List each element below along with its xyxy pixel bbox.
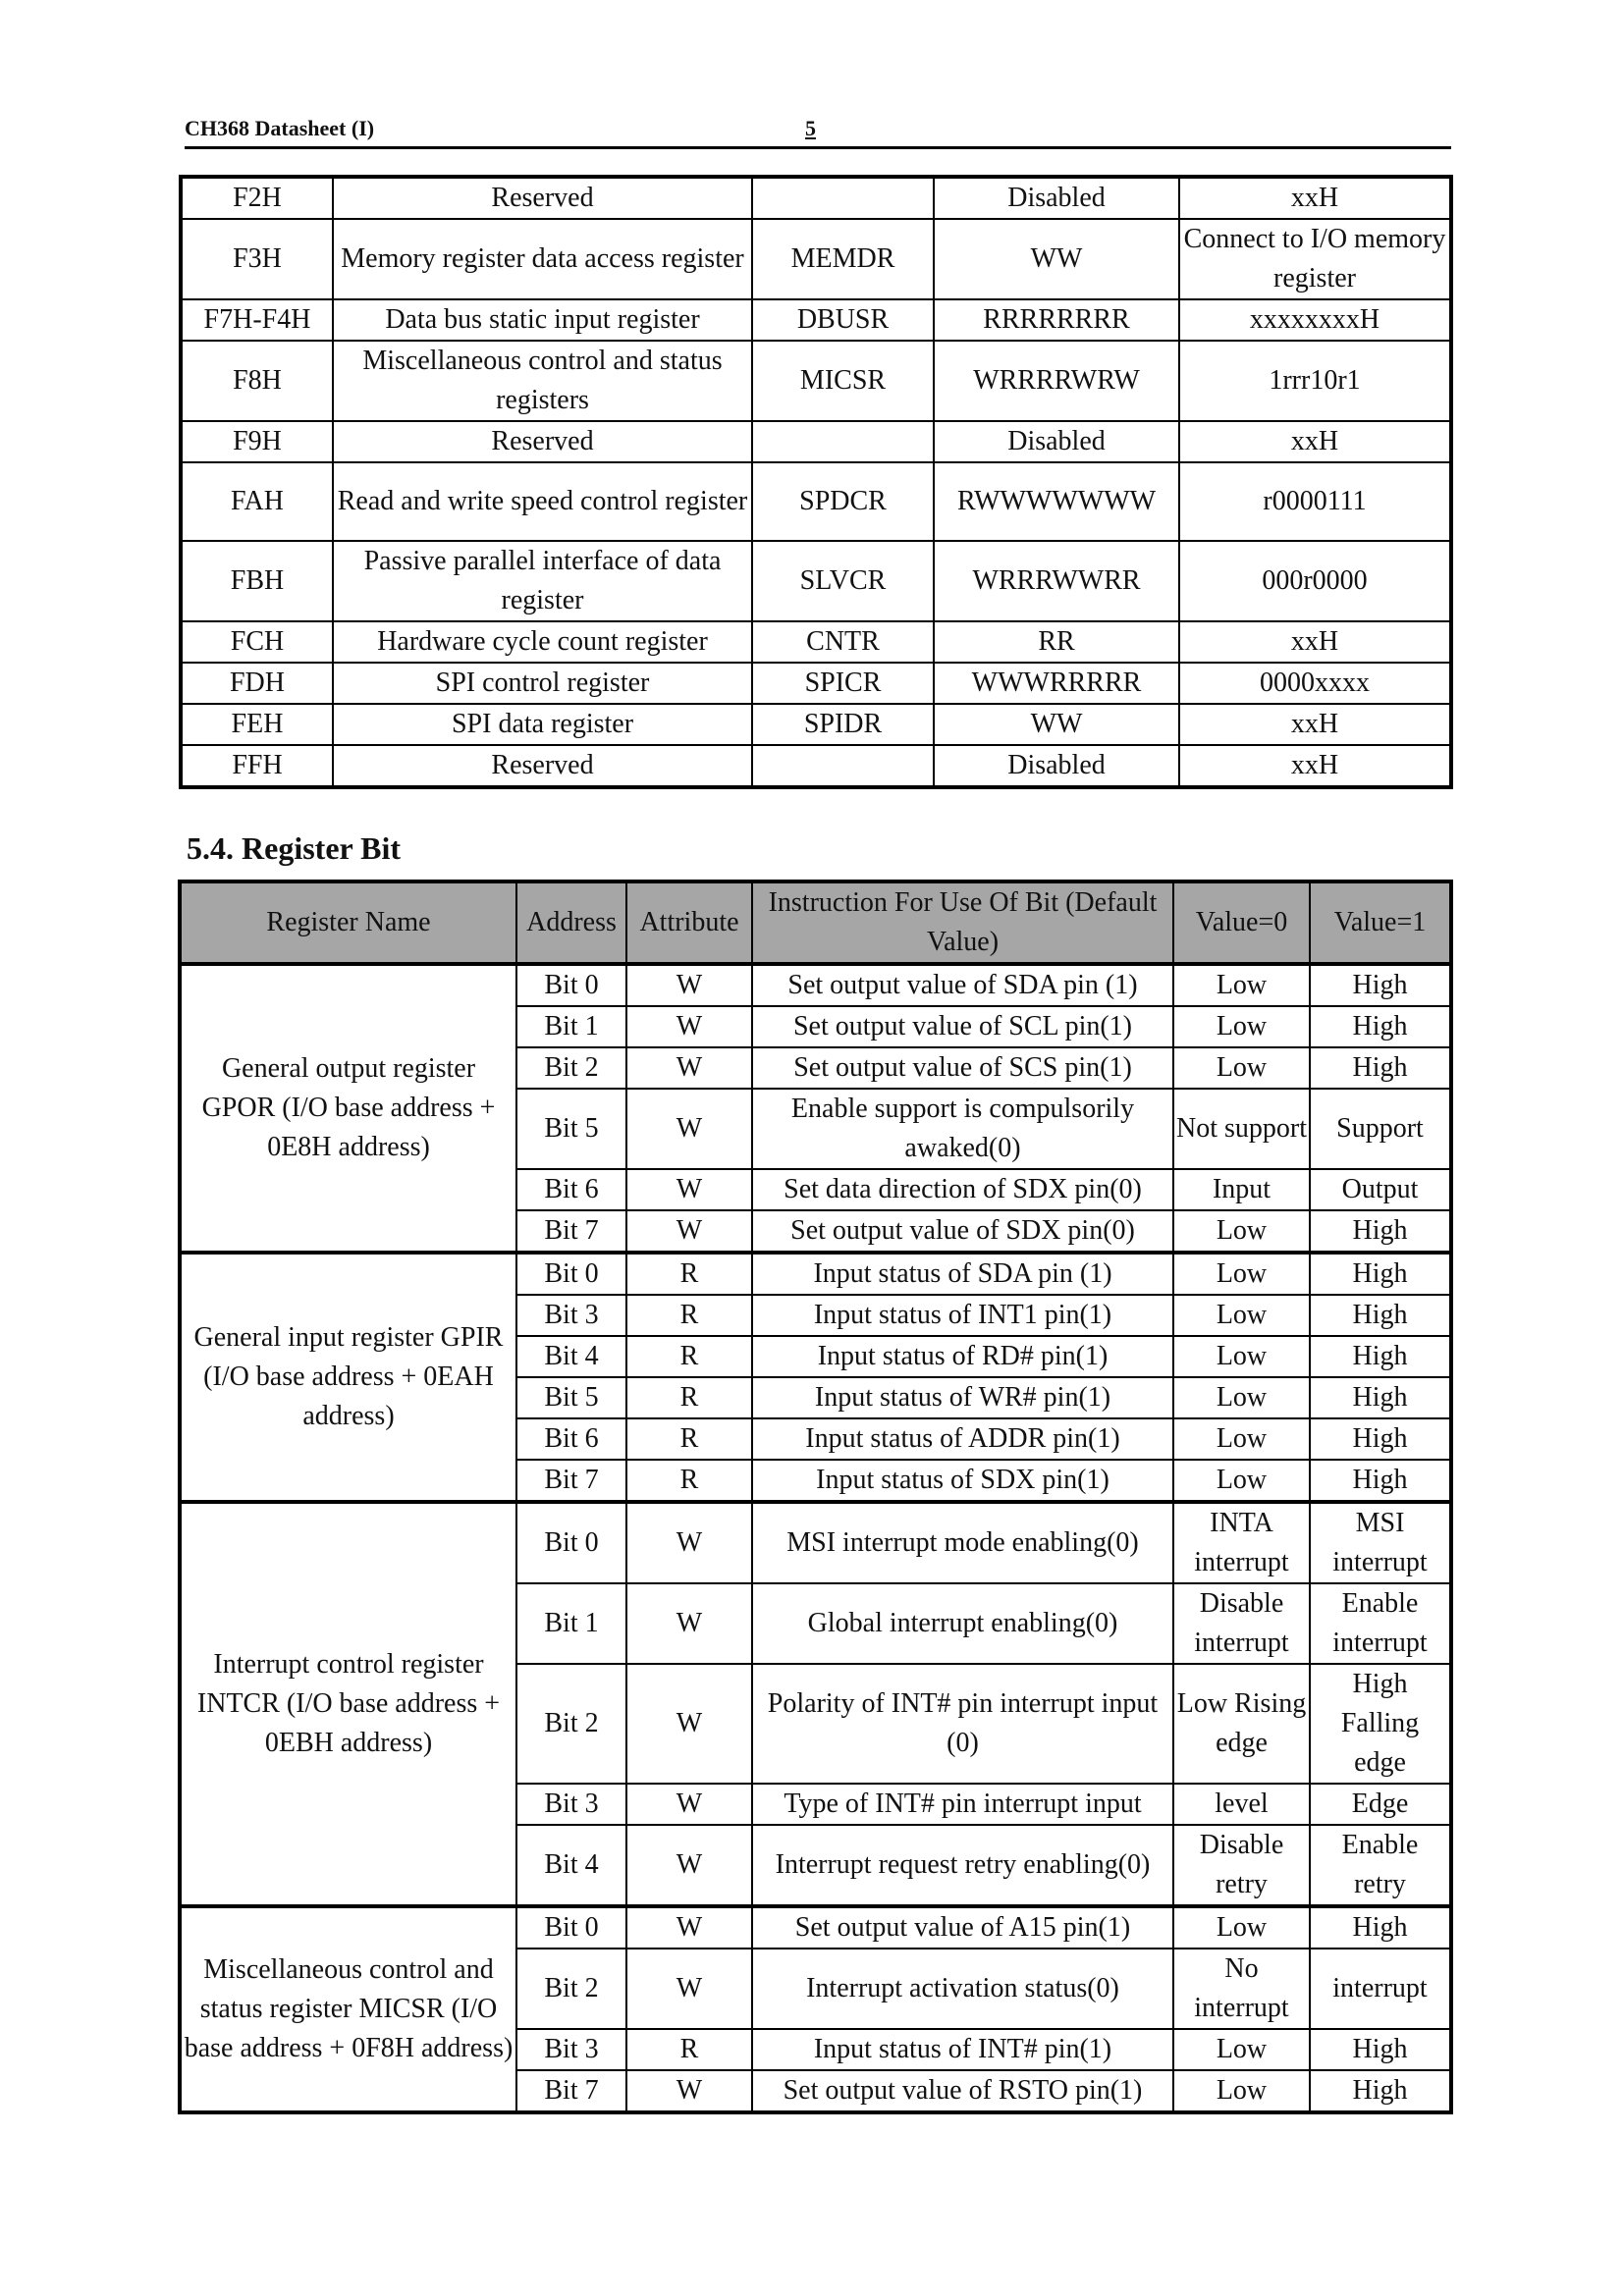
cell-attr: W [626, 964, 752, 1006]
cell-addr: F3H [181, 219, 333, 299]
cell-desc: Global interrupt enabling(0) [752, 1583, 1173, 1664]
cell-v1: High [1310, 1460, 1451, 1502]
cell-attr: R [626, 1460, 752, 1502]
cell-v0: Low [1173, 1295, 1310, 1336]
cell-addr: F7H-F4H [181, 299, 333, 341]
col-instruction: Instruction For Use Of Bit (Default Value) [752, 881, 1173, 964]
cell-attr: RWWWWWWW [934, 462, 1179, 541]
table-row [181, 421, 1451, 462]
cell-v1: High [1310, 1336, 1451, 1377]
cell-addr: F8H [181, 341, 333, 421]
cell-bit: Bit 5 [516, 1089, 626, 1169]
cell-bit: Bit 7 [516, 1210, 626, 1253]
cell-attr: R [626, 1336, 752, 1377]
cell-v0: Low [1173, 1418, 1310, 1460]
cell-desc: Input status of INT# pin(1) [752, 2029, 1173, 2070]
cell-desc: Type of INT# pin interrupt input [752, 1784, 1173, 1825]
table-row [181, 663, 1451, 704]
cell-bit: Bit 1 [516, 1006, 626, 1047]
cell-v1: High [1310, 1253, 1451, 1295]
cell-default: 1rrr10r1 [1179, 341, 1451, 421]
cell-attr: W [626, 1210, 752, 1253]
cell-attr: Disabled [934, 177, 1179, 219]
cell-attr: R [626, 1295, 752, 1336]
cell-desc: Enable support is compulsorily awaked(0) [752, 1089, 1173, 1169]
cell-v1: Enable interrupt [1310, 1583, 1451, 1664]
cell-default: xxxxxxxxH [1179, 299, 1451, 341]
cell-v1: High [1310, 1418, 1451, 1460]
cell-v1: interrupt [1310, 1949, 1451, 2029]
cell-addr: FFH [181, 745, 333, 787]
cell-attr: Disabled [934, 745, 1179, 787]
cell-v1: High [1310, 1006, 1451, 1047]
cell-v1: High Falling edge [1310, 1664, 1451, 1784]
col-register-name: Register Name [180, 881, 516, 964]
document-title: CH368 Datasheet (I) [185, 116, 375, 140]
cell-desc: Miscellaneous control and status registers [333, 341, 752, 421]
cell-register-name: Miscellaneous control and status register MICSR (I/O base address + 0F8H address) [180, 1906, 516, 2112]
cell-default: 0000xxxx [1179, 663, 1451, 704]
cell-desc: Input status of SDA pin (1) [752, 1253, 1173, 1295]
cell-addr: FBH [181, 541, 333, 621]
cell-v0: Low [1173, 1253, 1310, 1295]
cell-v0: level [1173, 1784, 1310, 1825]
cell-attr: R [626, 2029, 752, 2070]
cell-attr: RR [934, 621, 1179, 663]
cell-bit: Bit 0 [516, 1906, 626, 1949]
cell-v0: Low [1173, 1336, 1310, 1377]
cell-attr: R [626, 1253, 752, 1295]
cell-bit: Bit 3 [516, 2029, 626, 2070]
col-value-0: Value=0 [1173, 881, 1310, 964]
cell-name [752, 421, 934, 462]
cell-v0: Low [1173, 1210, 1310, 1253]
page-number: 5 [805, 116, 816, 140]
cell-attr: WW [934, 704, 1179, 745]
cell-desc: Set output value of SCS pin(1) [752, 1047, 1173, 1089]
cell-v1: MSI interrupt [1310, 1502, 1451, 1583]
cell-bit: Bit 0 [516, 964, 626, 1006]
cell-attr: RRRRRRRR [934, 299, 1179, 341]
cell-attr: W [626, 1006, 752, 1047]
cell-bit: Bit 0 [516, 1502, 626, 1583]
cell-v0: Low [1173, 1377, 1310, 1418]
col-address: Address [516, 881, 626, 964]
cell-v0: Not support [1173, 1089, 1310, 1169]
cell-attr: W [626, 1089, 752, 1169]
cell-v0: Low [1173, 964, 1310, 1006]
table-row [181, 704, 1451, 745]
cell-v0: Low [1173, 1047, 1310, 1089]
cell-bit: Bit 7 [516, 2070, 626, 2112]
cell-v1: High [1310, 2070, 1451, 2112]
cell-v0: Low Rising edge [1173, 1664, 1310, 1784]
cell-desc: Set output value of SDX pin(0) [752, 1210, 1173, 1253]
cell-desc: SPI data register [333, 704, 752, 745]
cell-name: MEMDR [752, 219, 934, 299]
cell-desc: Reserved [333, 745, 752, 787]
cell-attr: W [626, 1784, 752, 1825]
cell-desc: Reserved [333, 421, 752, 462]
cell-default: xxH [1179, 177, 1451, 219]
cell-name [752, 177, 934, 219]
cell-attr: WWWRRRRR [934, 663, 1179, 704]
cell-desc: Interrupt activation status(0) [752, 1949, 1173, 2029]
cell-default: r0000111 [1179, 462, 1451, 541]
header-rule [185, 146, 1451, 149]
cell-name: SLVCR [752, 541, 934, 621]
cell-desc: Set output value of SDA pin (1) [752, 964, 1173, 1006]
cell-desc: SPI control register [333, 663, 752, 704]
register-bit-table [178, 880, 1453, 2114]
cell-default: xxH [1179, 421, 1451, 462]
cell-default: xxH [1179, 621, 1451, 663]
cell-default: 000r0000 [1179, 541, 1451, 621]
cell-desc: Hardware cycle count register [333, 621, 752, 663]
cell-v0: Low [1173, 1906, 1310, 1949]
cell-name: SPICR [752, 663, 934, 704]
cell-name: MICSR [752, 341, 934, 421]
cell-v0: Low [1173, 2070, 1310, 2112]
table-row [181, 462, 1451, 541]
cell-desc: Input status of RD# pin(1) [752, 1336, 1173, 1377]
cell-desc: Set output value of RSTO pin(1) [752, 2070, 1173, 2112]
cell-bit: Bit 3 [516, 1784, 626, 1825]
register-address-table [179, 175, 1453, 789]
cell-v0: Disable retry [1173, 1825, 1310, 1906]
cell-attr: WRRRRWRW [934, 341, 1179, 421]
cell-default: Connect to I/O memory register [1179, 219, 1451, 299]
cell-v0: Input [1173, 1169, 1310, 1210]
cell-desc: Passive parallel interface of data register [333, 541, 752, 621]
cell-bit: Bit 7 [516, 1460, 626, 1502]
table-row [181, 219, 1451, 299]
cell-v0: Low [1173, 1460, 1310, 1502]
cell-addr: FDH [181, 663, 333, 704]
cell-v1: High [1310, 964, 1451, 1006]
table-row [181, 541, 1451, 621]
cell-bit: Bit 2 [516, 1949, 626, 2029]
cell-desc: Data bus static input register [333, 299, 752, 341]
cell-bit: Bit 4 [516, 1336, 626, 1377]
cell-desc: Input status of SDX pin(1) [752, 1460, 1173, 1502]
table-row [181, 341, 1451, 421]
cell-v1: Output [1310, 1169, 1451, 1210]
cell-v0: Low [1173, 2029, 1310, 2070]
cell-name: SPDCR [752, 462, 934, 541]
cell-addr: FAH [181, 462, 333, 541]
table-row [180, 964, 1451, 1006]
cell-v1: High [1310, 1047, 1451, 1089]
cell-default: xxH [1179, 704, 1451, 745]
cell-bit: Bit 5 [516, 1377, 626, 1418]
cell-v0: INTA interrupt [1173, 1502, 1310, 1583]
cell-desc: Memory register data access register [333, 219, 752, 299]
cell-bit: Bit 6 [516, 1418, 626, 1460]
cell-bit: Bit 0 [516, 1253, 626, 1295]
cell-attr: W [626, 1906, 752, 1949]
cell-v0: No interrupt [1173, 1949, 1310, 2029]
cell-attr: WRRRWWRR [934, 541, 1179, 621]
table-row [180, 1502, 1451, 1583]
cell-name [752, 745, 934, 787]
cell-attr: W [626, 1169, 752, 1210]
table-row [181, 745, 1451, 787]
section-heading: 5.4. Register Bit [187, 830, 402, 866]
table-row [181, 299, 1451, 341]
cell-desc: Read and write speed control register [333, 462, 752, 541]
table-row [181, 621, 1451, 663]
cell-v1: High [1310, 1295, 1451, 1336]
cell-addr: FEH [181, 704, 333, 745]
cell-bit: Bit 3 [516, 1295, 626, 1336]
cell-register-name: Interrupt control register INTCR (I/O base address + 0EBH address) [180, 1502, 516, 1906]
cell-attr: R [626, 1418, 752, 1460]
cell-attr: Disabled [934, 421, 1179, 462]
cell-bit: Bit 6 [516, 1169, 626, 1210]
cell-desc: Reserved [333, 177, 752, 219]
cell-bit: Bit 2 [516, 1047, 626, 1089]
table-row [181, 177, 1451, 219]
cell-attr: W [626, 1583, 752, 1664]
cell-name: SPIDR [752, 704, 934, 745]
bit-table-body [180, 964, 1451, 2112]
cell-default: xxH [1179, 745, 1451, 787]
cell-v0: Disable interrupt [1173, 1583, 1310, 1664]
cell-addr: FCH [181, 621, 333, 663]
table-header-row [180, 881, 1451, 964]
cell-v1: High [1310, 1210, 1451, 1253]
cell-v1: Enable retry [1310, 1825, 1451, 1906]
cell-desc: Set data direction of SDX pin(0) [752, 1169, 1173, 1210]
cell-register-name: General input register GPIR (I/O base address + 0EAH address) [180, 1253, 516, 1502]
cell-v1: High [1310, 1377, 1451, 1418]
cell-attr: W [626, 1047, 752, 1089]
cell-register-name: General output register GPOR (I/O base address + 0E8H address) [180, 964, 516, 1253]
register-table-body [181, 177, 1451, 787]
table-row [180, 1906, 1451, 1949]
cell-v0: Low [1173, 1006, 1310, 1047]
cell-desc: Set output value of SCL pin(1) [752, 1006, 1173, 1047]
cell-desc: Input status of ADDR pin(1) [752, 1418, 1173, 1460]
cell-bit: Bit 2 [516, 1664, 626, 1784]
cell-addr: F9H [181, 421, 333, 462]
cell-attr: W [626, 1664, 752, 1784]
cell-v1: Edge [1310, 1784, 1451, 1825]
cell-attr: W [626, 1949, 752, 2029]
cell-addr: F2H [181, 177, 333, 219]
cell-desc: Interrupt request retry enabling(0) [752, 1825, 1173, 1906]
cell-attr: W [626, 2070, 752, 2112]
table-row [180, 1253, 1451, 1295]
cell-name: CNTR [752, 621, 934, 663]
cell-bit: Bit 4 [516, 1825, 626, 1906]
cell-v1: High [1310, 1906, 1451, 1949]
col-value-1: Value=1 [1310, 881, 1451, 964]
cell-v1: Support [1310, 1089, 1451, 1169]
page-header [185, 116, 1451, 149]
cell-attr: R [626, 1377, 752, 1418]
cell-name: DBUSR [752, 299, 934, 341]
cell-bit: Bit 1 [516, 1583, 626, 1664]
cell-attr: W [626, 1825, 752, 1906]
cell-attr: W [626, 1502, 752, 1583]
cell-v1: High [1310, 2029, 1451, 2070]
col-attribute: Attribute [626, 881, 752, 964]
cell-desc: Polarity of INT# pin interrupt input (0) [752, 1664, 1173, 1784]
cell-desc: Input status of INT1 pin(1) [752, 1295, 1173, 1336]
cell-attr: WW [934, 219, 1179, 299]
cell-desc: Input status of WR# pin(1) [752, 1377, 1173, 1418]
cell-desc: Set output value of A15 pin(1) [752, 1906, 1173, 1949]
cell-desc: MSI interrupt mode enabling(0) [752, 1502, 1173, 1583]
